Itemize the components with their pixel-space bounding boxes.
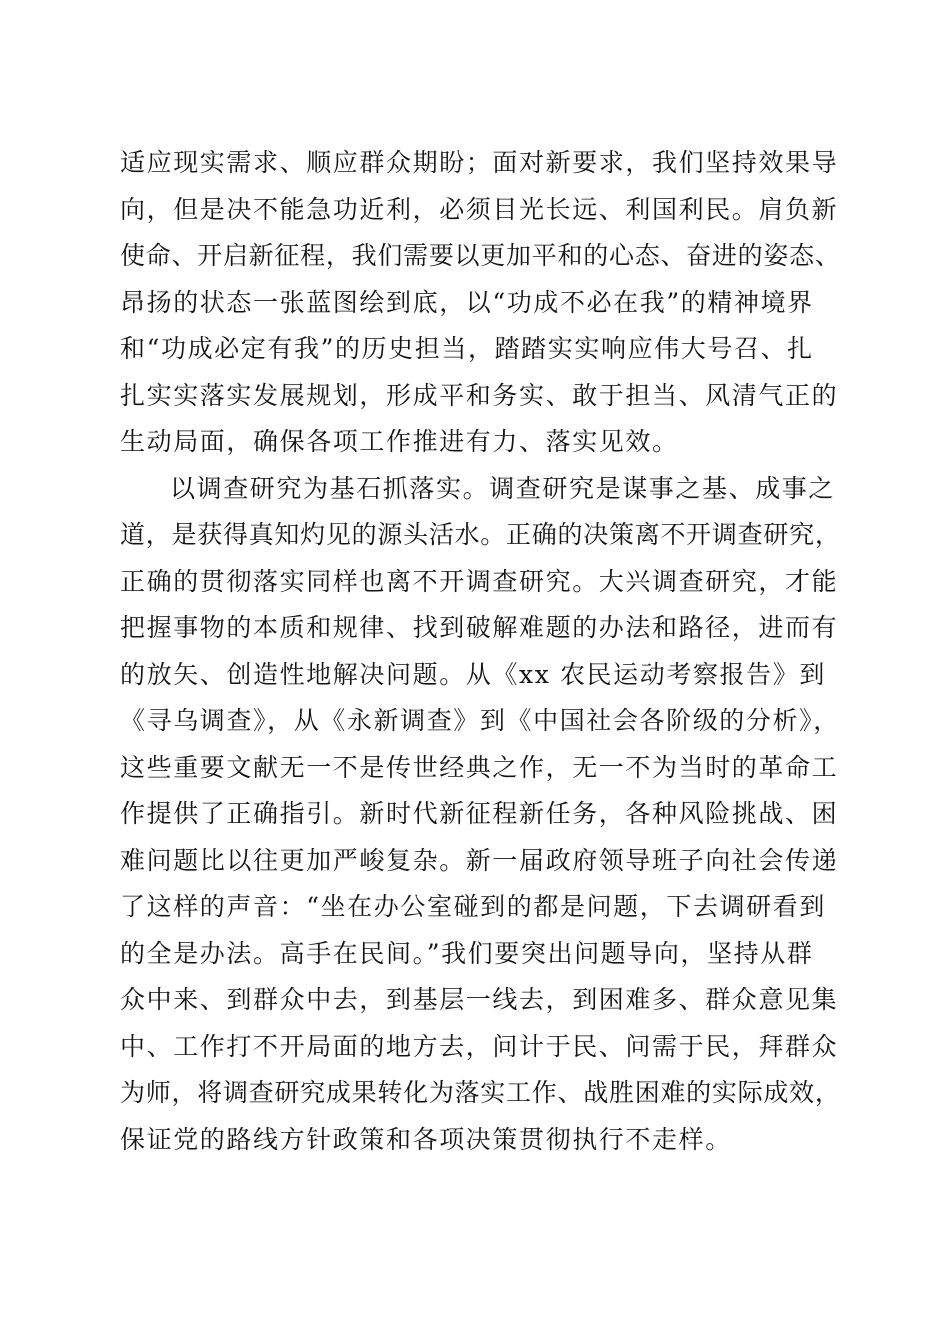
paragraph-1-line-4: 昂扬的状态一张蓝图绘到底，以“功成不必在我”的精神境界 <box>120 287 814 317</box>
paragraph-2-line-9: 难问题比以往更加严峻复杂。新一届政府领导班子向社会传递 <box>120 845 839 875</box>
paragraph-1-line-3: 使命、开启新征程，我们需要以更加平和的心态、奋进的姿态、 <box>120 241 841 270</box>
paragraph-1-line-6: 扎实实落实发展规划，形成平和务实、敢于担当、风清气正的 <box>120 380 839 410</box>
paragraph-2-line-14: 为师，将调查研究成果转化为落实工作、战胜困难的实际成效， <box>120 1078 841 1107</box>
paragraph-2-line-5: 的放矢、创造性地解决问题。从《xx 农民运动考察报告》到 <box>120 659 826 689</box>
paragraph-2-line-6: 《寻乌调查》，从《永新调查》到《中国社会各阶级的分析》， <box>120 706 840 735</box>
paragraph-2-line-11: 的全是办法。高手在民间。”我们要突出问题导向，坚持从群 <box>120 938 814 968</box>
paragraph-1-line-5: 和“功成必定有我”的历史担当，踏踏实实响应伟大号召、扎 <box>120 334 814 363</box>
paragraph-2-line-10: 了这样的声音：“坐在办公室碰到的都是问题，下去调研看到 <box>120 892 826 921</box>
paragraph-2-line-12: 众中来、到群众中去，到基层一线去，到困难多、群众意见集 <box>120 985 839 1014</box>
paragraph-2-line-2: 道，是获得真知灼见的源头活水。正确的决策离不开调查研究， <box>120 520 841 549</box>
paragraph-2-line-1: 以调查研究为基石抓落实。调查研究是谋事之基、成事之 <box>170 473 836 503</box>
paragraph-1-line-7: 生动局面，确保各项工作推进有力、落实见效。 <box>120 427 679 456</box>
paragraph-2-line-7: 这些重要文献无一不是传世经典之作，无一不为当时的革命工 <box>120 752 839 782</box>
document-body <box>120 140 842 1163</box>
paragraph-2-line-8: 作提供了正确指引。新时代新征程新任务，各种风险挑战、困 <box>120 799 839 828</box>
paragraph-2-line-15: 保证党的路线方针政策和各项决策贯彻执行不走样。 <box>120 1124 732 1154</box>
paragraph-2-line-13: 中、工作打不开局面的地方去，问计于民、问需于民，拜群众 <box>120 1031 839 1061</box>
paragraph-2-line-3: 正确的贯彻落实同样也离不开调查研究。大兴调查研究，才能 <box>120 566 839 596</box>
paragraph-1-line-2: 向，但是决不能急功近利，必须目光长远、利国利民。肩负新 <box>120 194 839 224</box>
paragraph-1-line-1: 适应现实需求、顺应群众期盼；面对新要求，我们坚持效果导 <box>120 148 839 177</box>
paragraph-2-line-4: 把握事物的本质和规律、找到破解难题的办法和路径，进而有 <box>120 613 839 642</box>
